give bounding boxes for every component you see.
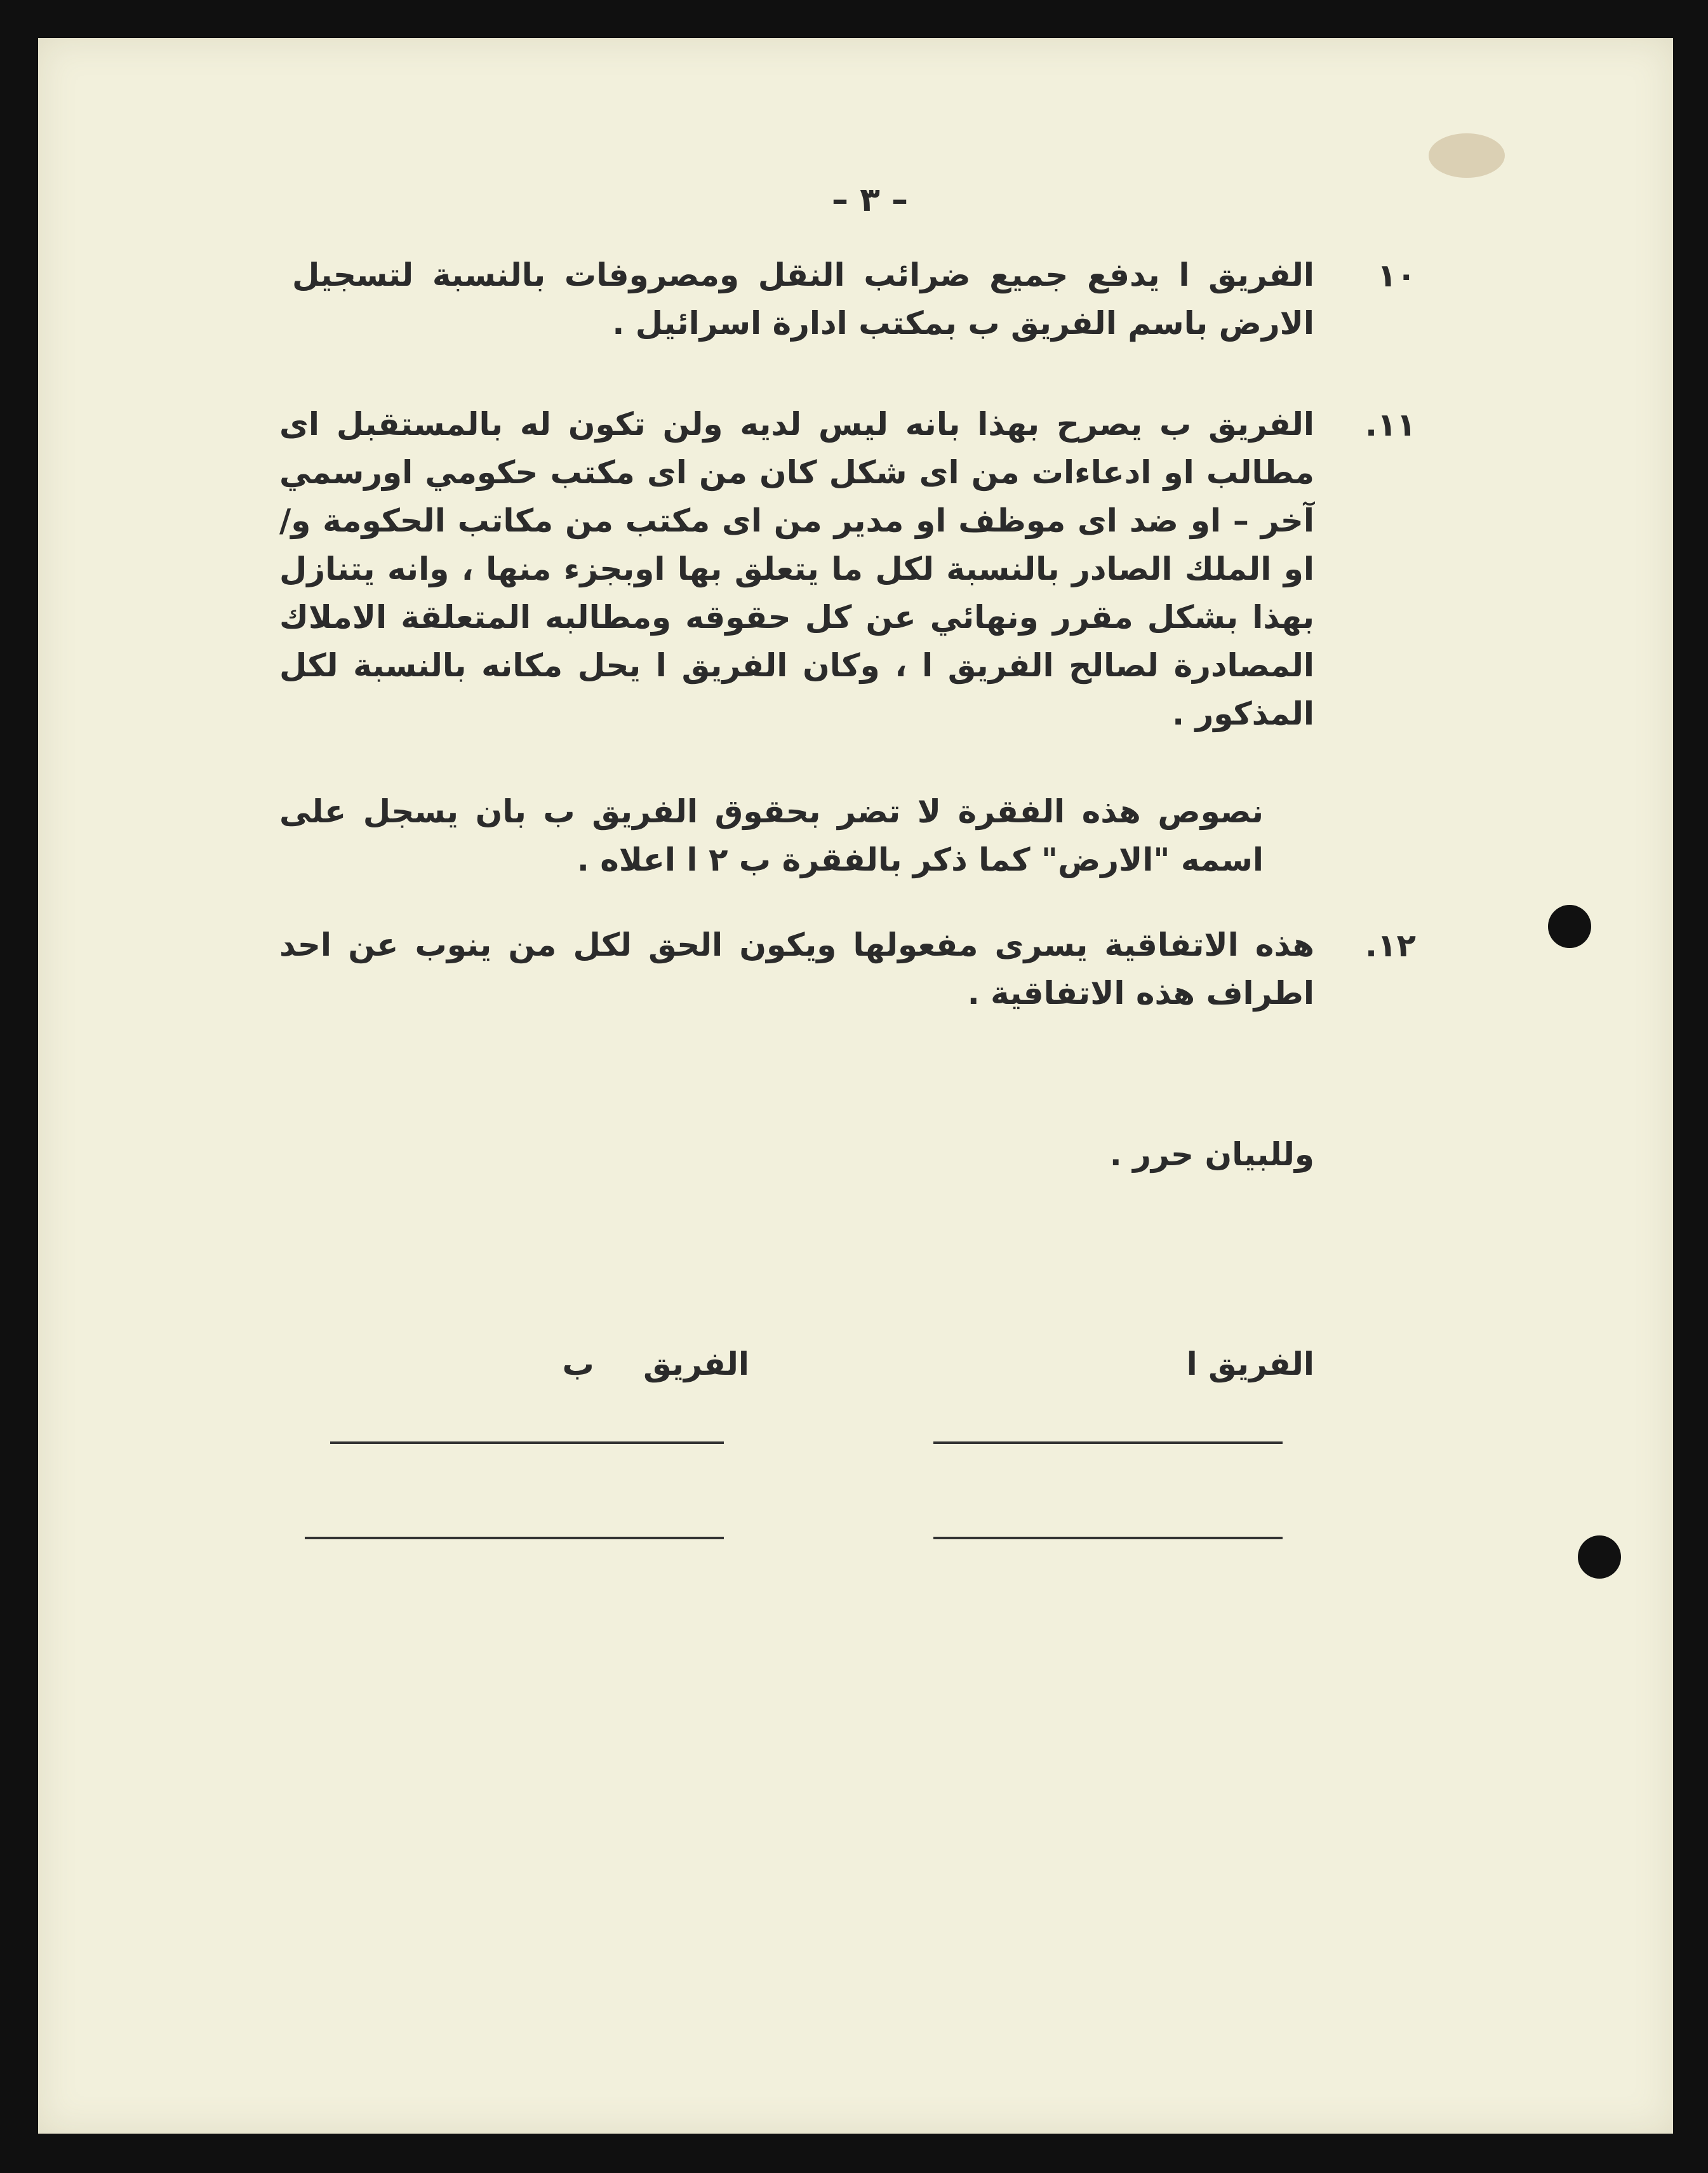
paragraph-number-12: ١٢.	[1364, 927, 1416, 964]
paragraph-10-text: الفريق ا يدفع جميع ضرائب النقل ومصروفات بالنسبة لتسجيل الارض باسم الفريق ب بمكتب ادارة اسرائيل .	[292, 257, 1314, 342]
punch-hole-top	[1548, 905, 1591, 948]
witness-line: وللبيان حرر .	[1109, 1136, 1314, 1173]
signature-line-a-2	[933, 1537, 1283, 1539]
signature-line-b-2	[305, 1537, 724, 1539]
signature-line-b-1	[330, 1441, 724, 1444]
paragraph-number-11: ١١.	[1364, 406, 1416, 443]
party-a-label: الفريق ا	[1186, 1346, 1314, 1382]
paragraph-number-10: ١٠	[1377, 257, 1416, 294]
paragraph-11-text: الفريق ب يصرح بهذا بانه ليس لديه ولن تكون له بالمستقبل اى مطالب او ادعاءات من اى شكل كان من اى مكتب حكومي اورسمي آخر – او ضد اى موظف او مدير من اى مكتب من مكاتب الحكومة و/او الملك الصادر بالنسبة لكل ما يتعلق بها اوبجزء منها ، وانه يتنازل بهذا بشكل مقرر ونهائي عن كل حقوقه ومطالبه المتعلقة الاملاك المصادرة لصالح الفريق ا ، وكان الفريق ا يحل مكانه بالنسبة لكل المذكور .	[279, 406, 1314, 732]
punch-hole-bottom	[1578, 1535, 1621, 1579]
paragraph-note-text: نصوص هذه الفقرة لا تضر بحقوق الفريق ب بان يسجل على اسمه "الارض" كما ذكر بالفقرة ب ٢ ا اعلاه .	[279, 793, 1264, 878]
paragraph-12-text: هذه الاتفاقية يسرى مفعولها ويكون الحق لكل من ينوب عن احد اطراف هذه الاتفاقية .	[279, 926, 1314, 1012]
page-number: – ٣ –	[832, 181, 908, 219]
document-page	[38, 38, 1673, 2134]
party-b-label: الفريق ب	[562, 1346, 749, 1382]
signature-line-a-1	[933, 1441, 1283, 1444]
paper-stain	[1429, 133, 1505, 178]
